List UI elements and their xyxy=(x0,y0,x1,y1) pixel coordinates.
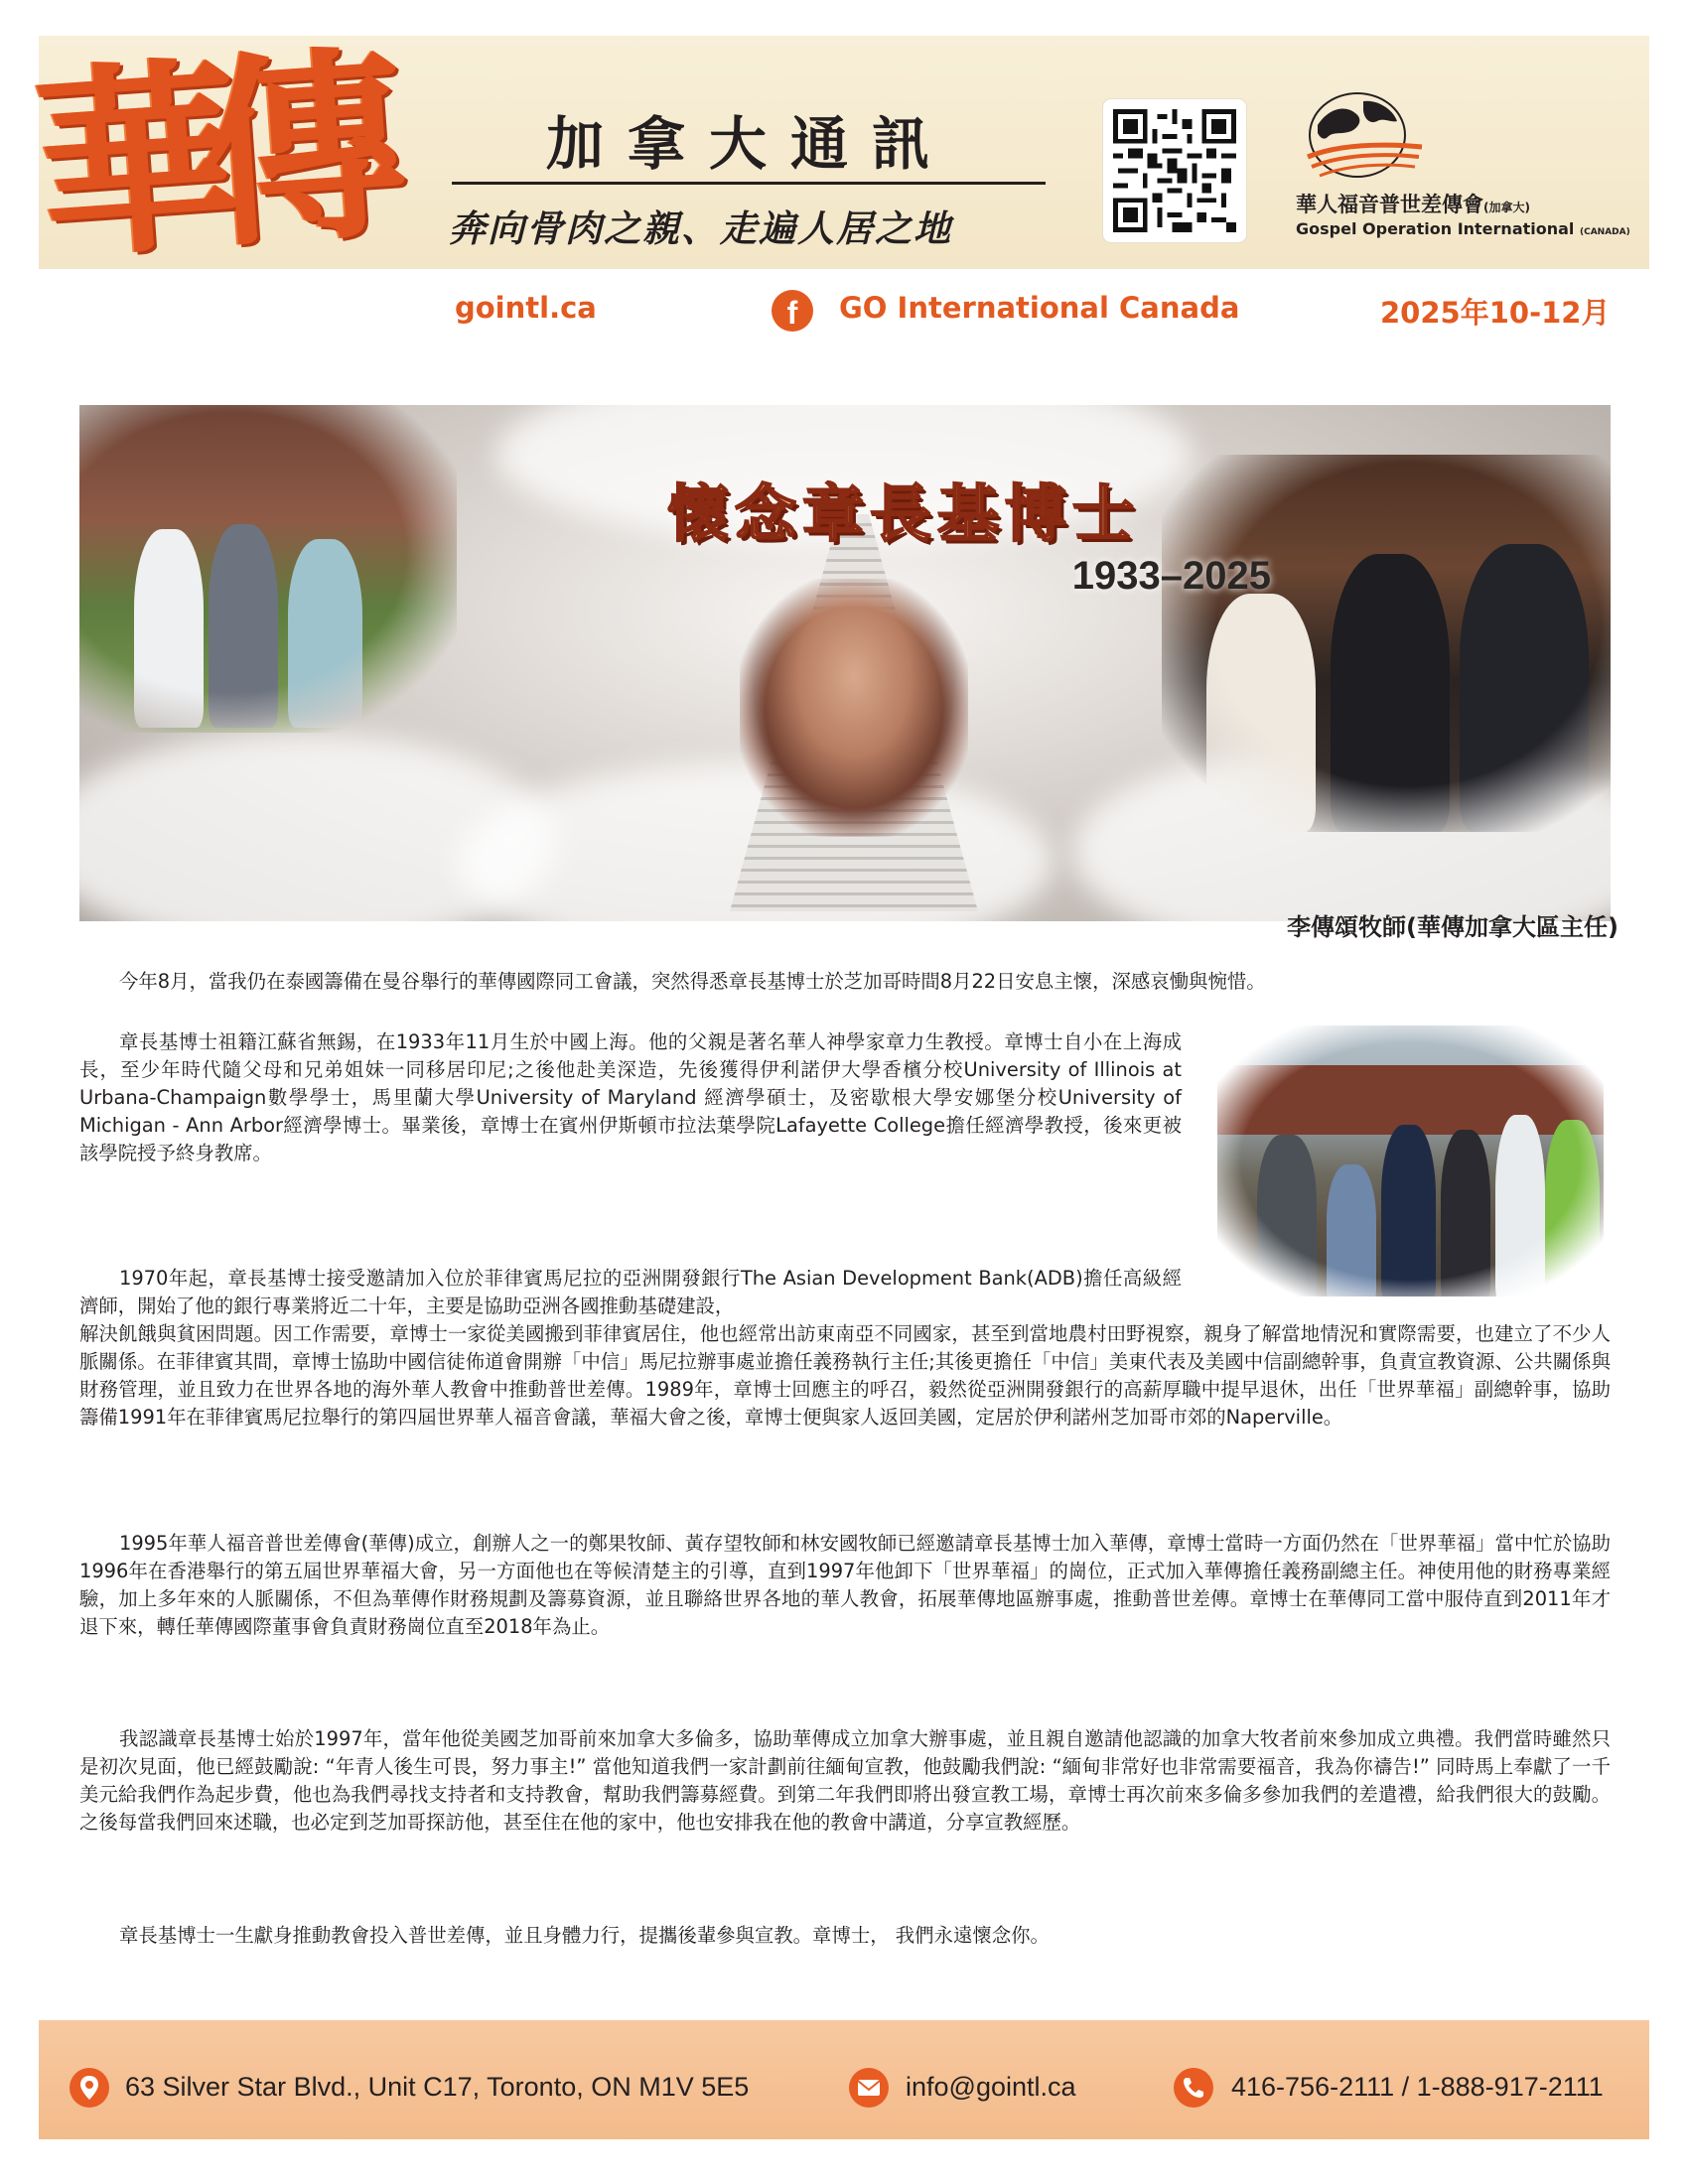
org-name-en-suffix: (CANADA) xyxy=(1579,227,1630,237)
org-name-zh xyxy=(1296,189,1530,218)
title-divider xyxy=(452,182,1046,185)
slogan: 奔向骨肉之親、走遍人居之地 xyxy=(449,206,952,250)
person-figure xyxy=(288,539,362,728)
article-paragraph: 解決飢餓與貧困問題。因工作需要，章博士一家從美國搬到菲律賓居住，他也經常出訪東南亞不同國家，甚至到當地農村田野視察，親身了解當地情況和實際需要，也建立了不少人脈關係。在菲律賓其間，章博士協助中國信徒佈道會開辦「中信」馬尼拉辦事處並擔任義務執行主任;其後更擔任「中信」美東代表及美國中信副總幹事，負責宣教資源、公共關係與財務管理，並且致力在世界各地的海外華人教會中推動普世差傳。1989年，章博士回應主的呼召，毅然從亞洲開發銀行的高薪厚職中提早退休，出任「世界華福」副總幹事，協助籌備1991年在菲律賓馬尼拉舉行的第四屆世界華人福音會議，華福大會之後，章博士便與家人返回美國，定居於伊利諾州芝加哥市郊的Naperville。 xyxy=(79,1322,1611,1429)
footer-email[interactable]: info@gointl.ca xyxy=(906,2072,1076,2102)
article-paragraph: 章長基博士一生獻身推動教會投入普世差傳，並且身體力行，提攜後輩參與宣教。章博士， 我們永遠懷念你。 xyxy=(119,1924,1050,1947)
issue-date: 2025年10-12月 xyxy=(1380,296,1611,330)
facebook-link[interactable]: GO International Canada xyxy=(839,291,1240,325)
org-name-en-text: Gospel Operation International xyxy=(1296,219,1575,238)
article-paragraph: 今年8月，當我仍在泰國籌備在曼谷舉行的華傳國際同工會議，突然得悉章長基博士於芝加哥時間8月22日安息主懷，深感哀慟與惋惜。 xyxy=(119,970,1266,993)
org-name-zh-suffix: (加拿大) xyxy=(1483,201,1530,214)
brand-logo-text: 華傳 xyxy=(29,27,377,289)
email-icon xyxy=(849,2068,889,2108)
person-figure xyxy=(1257,1135,1317,1297)
person-figure xyxy=(134,529,204,728)
globe-logo-icon xyxy=(1298,87,1427,187)
article-paragraph: 章長基博士祖籍江蘇省無錫，在1933年11月生於中國上海。他的父親是著名華人神學家章力生教授。章博士自小在上海成長，至少年時代隨父母和兄弟姐妹一同移居印尼;之後他赴美深造，先後獲得伊利諾伊大學香檳分校University of Illinois at Urbana-Champaign數學學士，馬里蘭大學University of Maryland 經濟學碩士，及密歇根大學安娜堡分校University of Michigan - Ann Arbor經濟學博士。畢業後，章博士在賓州伊斯頓市拉法葉學院Lafayette College擔任經濟學教授，後來更被該學院授予終身教席。 xyxy=(79,1030,1182,1164)
group-photo-left xyxy=(79,405,457,733)
person-figure xyxy=(1460,544,1589,832)
person-figure xyxy=(1206,594,1316,832)
memorial-title: 懷念章長基博士 xyxy=(666,478,1140,550)
org-name-zh-text: 華人福音普世差傳會 xyxy=(1296,193,1483,216)
person-figure xyxy=(1545,1120,1600,1297)
person-figure xyxy=(1327,1164,1376,1297)
article-paragraph: 我認識章長基博士始於1997年，當年他從美國芝加哥前來加拿大多倫多，協助華傳成立加拿大辦事處，並且親自邀請他認識的加拿大牧者前來參加成立典禮。我們當時雖然只是初次見面，他已經鼓勵說: “年青人後生可畏，努力事主!” 當他知道我們一家計劃前往緬甸宣教，他鼓勵我們說: “緬甸非常好也非常需要福音，我為你禱告!” 同時馬上奉獻了一千美元給我們作為起步費，他也為我們尋找支持者和支持教會，幫助我們籌募經費。到第二年我們即將出發宣教工場，章博士再次前來多倫多參加我們的差遣禮，給我們很大的鼓勵。之後每當我們回來述職，也必定到芝加哥探訪他，甚至住在他的家中，他也安排我在他的教會中講道，分享宣教經歷。 xyxy=(79,1727,1611,1834)
location-pin-icon xyxy=(70,2068,109,2108)
memorial-banner xyxy=(79,405,1611,921)
memorial-years: 1933–2025 xyxy=(1071,554,1271,598)
person-figure xyxy=(1495,1115,1545,1297)
website-link[interactable]: gointl.ca xyxy=(455,291,597,325)
phone-icon xyxy=(1174,2068,1213,2108)
person-figure xyxy=(1331,554,1450,832)
article-paragraph: 1970年起，章長基博士接受邀請加入位於菲律賓馬尼拉的亞洲開發銀行The Asian Development Bank(ADB)擔任高級經濟師，開始了他的銀行專業將近二十年，主要是協助亞洲各國推動基礎建設， xyxy=(79,1267,1182,1317)
portrait-photo xyxy=(740,579,968,837)
article-paragraph: 1995年華人福音普世差傳會(華傳)成立，創辦人之一的鄭果牧師、黃存望牧師和林安國牧師已經邀請章長基博士加入華傳，章博士當時一方面仍然在「世界華福」當中忙於協助1996年在香港舉行的第五屆世界華福大會，另一方面他也在等候清楚主的引導，直到1997年他卸下「世界華福」的崗位，正式加入華傳擔任義務副總主任。神使用他的財務專業經驗，加上多年來的人脈關係，不但為華傳作財務規劃及籌募資源，並且聯絡世界各地的華人教會，拓展華傳地區辦事處，推動普世差傳。章博士在華傳同工當中服侍直到2011年才退下來，轉任華傳國際董事會負責財務崗位直至2018年為止。 xyxy=(79,1532,1611,1638)
qr-code-icon[interactable] xyxy=(1103,99,1246,242)
person-figure xyxy=(209,524,278,728)
footer-address: 63 Silver Star Blvd., Unit C17, Toronto, ON M1V 5E5 xyxy=(125,2072,750,2102)
org-name-en xyxy=(1296,219,1630,238)
facebook-icon[interactable]: f xyxy=(772,290,813,332)
article-author: 李傳頌牧師(華傳加拿大區主任) xyxy=(1287,913,1618,941)
person-figure xyxy=(1381,1125,1436,1297)
footer-phone[interactable]: 416-756-2111 / 1-888-917-2111 xyxy=(1231,2072,1604,2102)
person-figure xyxy=(1441,1130,1490,1297)
newsletter-title: 加拿大通訊 xyxy=(545,110,953,178)
group-photo-side xyxy=(1217,1025,1604,1297)
